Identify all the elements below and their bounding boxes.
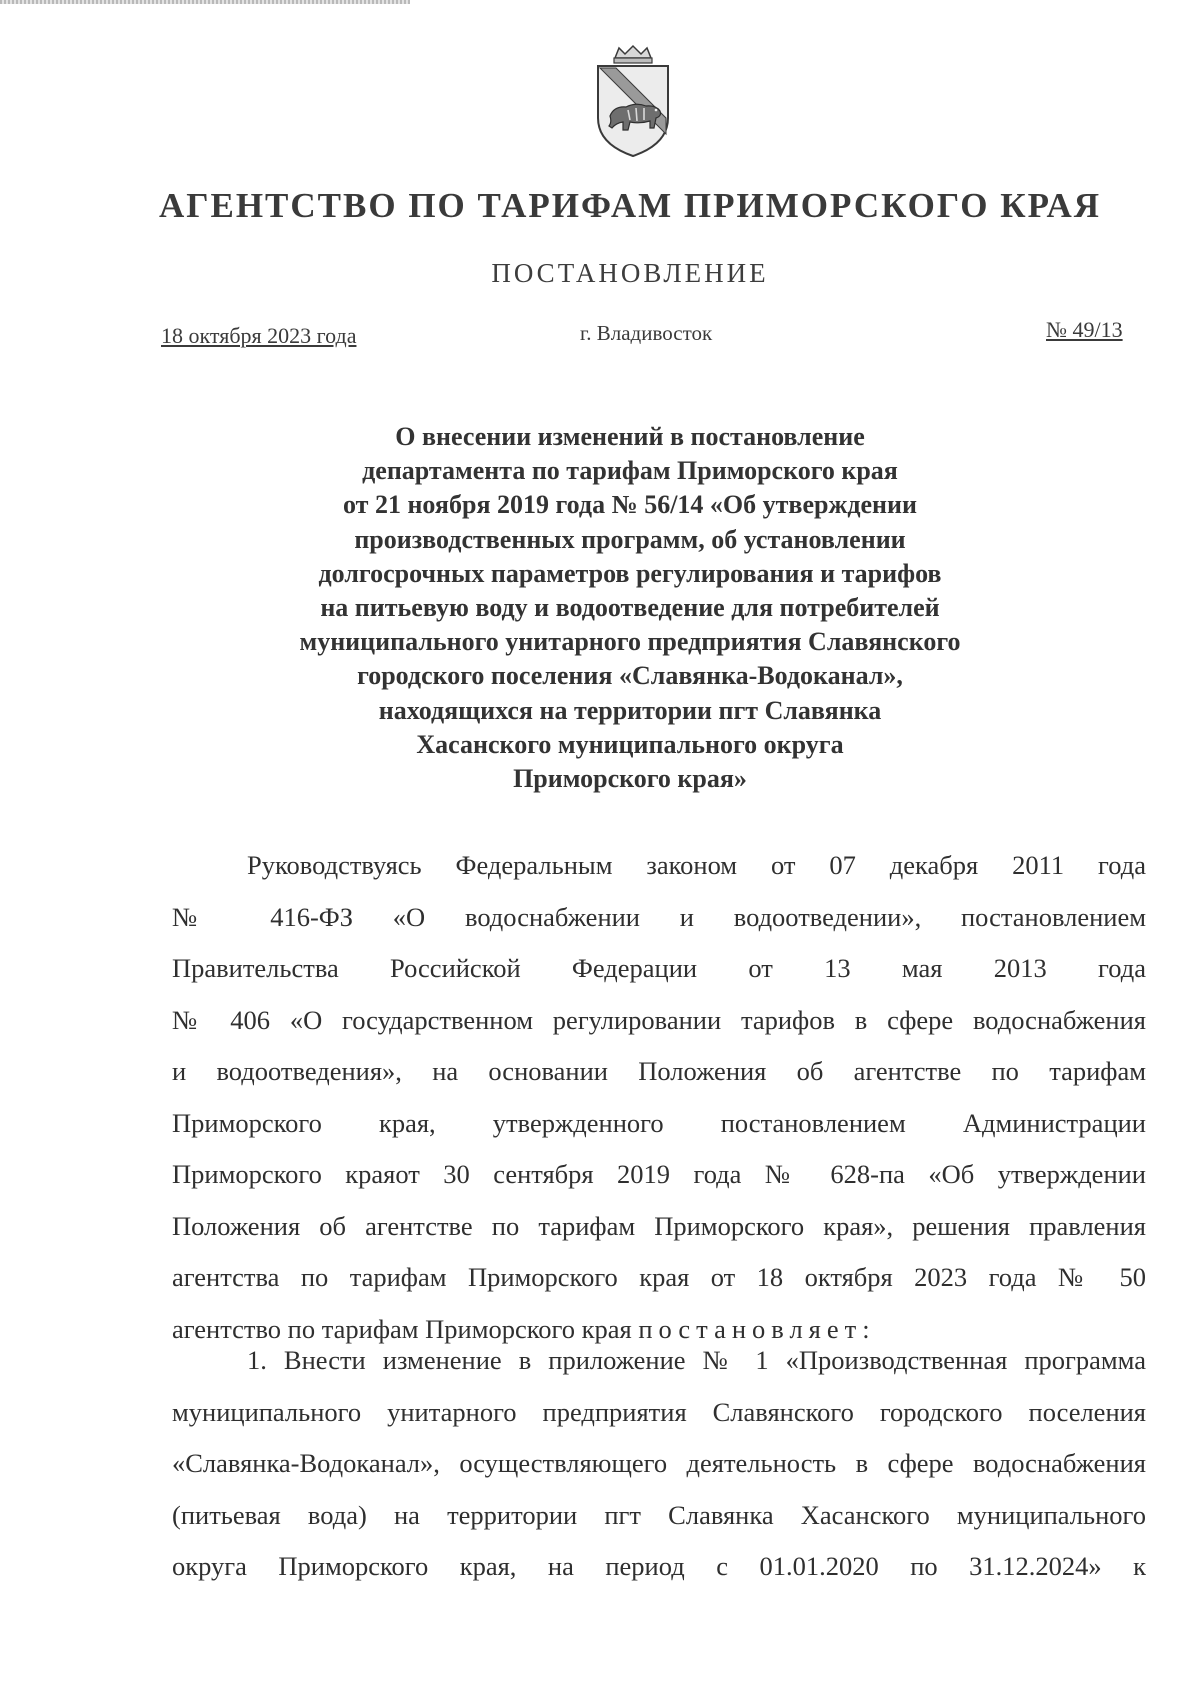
subject-line: муниципального унитарного предприятия Славянского	[299, 627, 961, 657]
item-1-line: (питьевая вода) на территории пгт Славянка Хасанского муниципального	[172, 1499, 1146, 1530]
document-date: 18 октября 2023 года	[161, 323, 357, 348]
item-1-paragraph	[172, 1335, 1146, 1593]
document-city: г. Владивосток	[580, 321, 713, 345]
preamble-line: агентства по тарифам Приморского края от 18 октября 2023 года № 50	[172, 1262, 1146, 1292]
document-subject	[200, 420, 1060, 796]
preamble-line: Приморского краяот 30 сентября 2019 года № 628-па «Об утверждении	[172, 1159, 1146, 1189]
resolves-word: постановляет:	[638, 1313, 876, 1344]
preamble-line: Приморского края, утвержденного постановлением Администрации	[172, 1107, 1146, 1138]
coat-of-arms-icon	[590, 44, 676, 160]
agency-title: АГЕНТСТВО ПО ТАРИФАМ ПРИМОРСКОГО КРАЯ	[158, 186, 1102, 225]
preamble-line: № 416-ФЗ «О водоснабжении и водоотведении», постановлением	[172, 901, 1146, 932]
subject-line: производственных программ, об установлении	[354, 524, 906, 554]
preamble-line: Положения об агентстве по тарифам Приморского края», решения правления	[172, 1210, 1146, 1241]
preamble-line: № 406 «О государственном регулировании тарифов в сфере водоснабжения	[172, 1004, 1146, 1035]
preamble-line: Правительства Российской Федерации от 13 мая 2013 года	[172, 953, 1146, 983]
item-1-line: 1. Внести изменение в приложение № 1 «Производственная программа	[247, 1345, 1146, 1375]
subject-line: от 21 ноября 2019 года № 56/14 «Об утверждении	[343, 490, 917, 520]
subject-line: находящихся на территории пгт Славянка	[378, 695, 882, 725]
subject-line: городского поселения «Славянка-Водоканал»,	[357, 661, 903, 691]
preamble-line: и водоотведения», на основании Положения об агентстве по тарифам	[172, 1056, 1146, 1086]
subject-line: долгосрочных параметров регулирования и тарифов	[318, 558, 942, 588]
item-1-line: «Славянка-Водоканал», осуществляющего деятельность в сфере водоснабжения	[172, 1448, 1146, 1478]
subject-line: Хасанского муниципального округа	[416, 729, 844, 759]
preamble-line: агентство по тарифам Приморского края	[172, 1313, 632, 1344]
subject-line: Приморского края»	[513, 764, 747, 794]
subject-line: департамента по тарифам Приморского края	[362, 456, 898, 486]
subject-line: на питьевую воду и водоотведение для потребителей	[320, 593, 940, 623]
document-type: ПОСТАНОВЛЕНИЕ	[491, 258, 769, 288]
item-1-line: муниципального унитарного предприятия Славянского городского поселения	[172, 1396, 1146, 1427]
subject-line: О внесении изменений в постановление	[395, 422, 865, 451]
document-number: № 49/13	[1046, 317, 1123, 342]
item-1-line: округа Приморского края, на период с 01.01.2020 по 31.12.2024» к	[172, 1551, 1146, 1581]
preamble-paragraph	[172, 840, 1146, 1355]
scan-edge	[0, 0, 410, 4]
preamble-line: Руководствуясь Федеральным законом от 07 декабря 2011 года	[247, 850, 1146, 880]
